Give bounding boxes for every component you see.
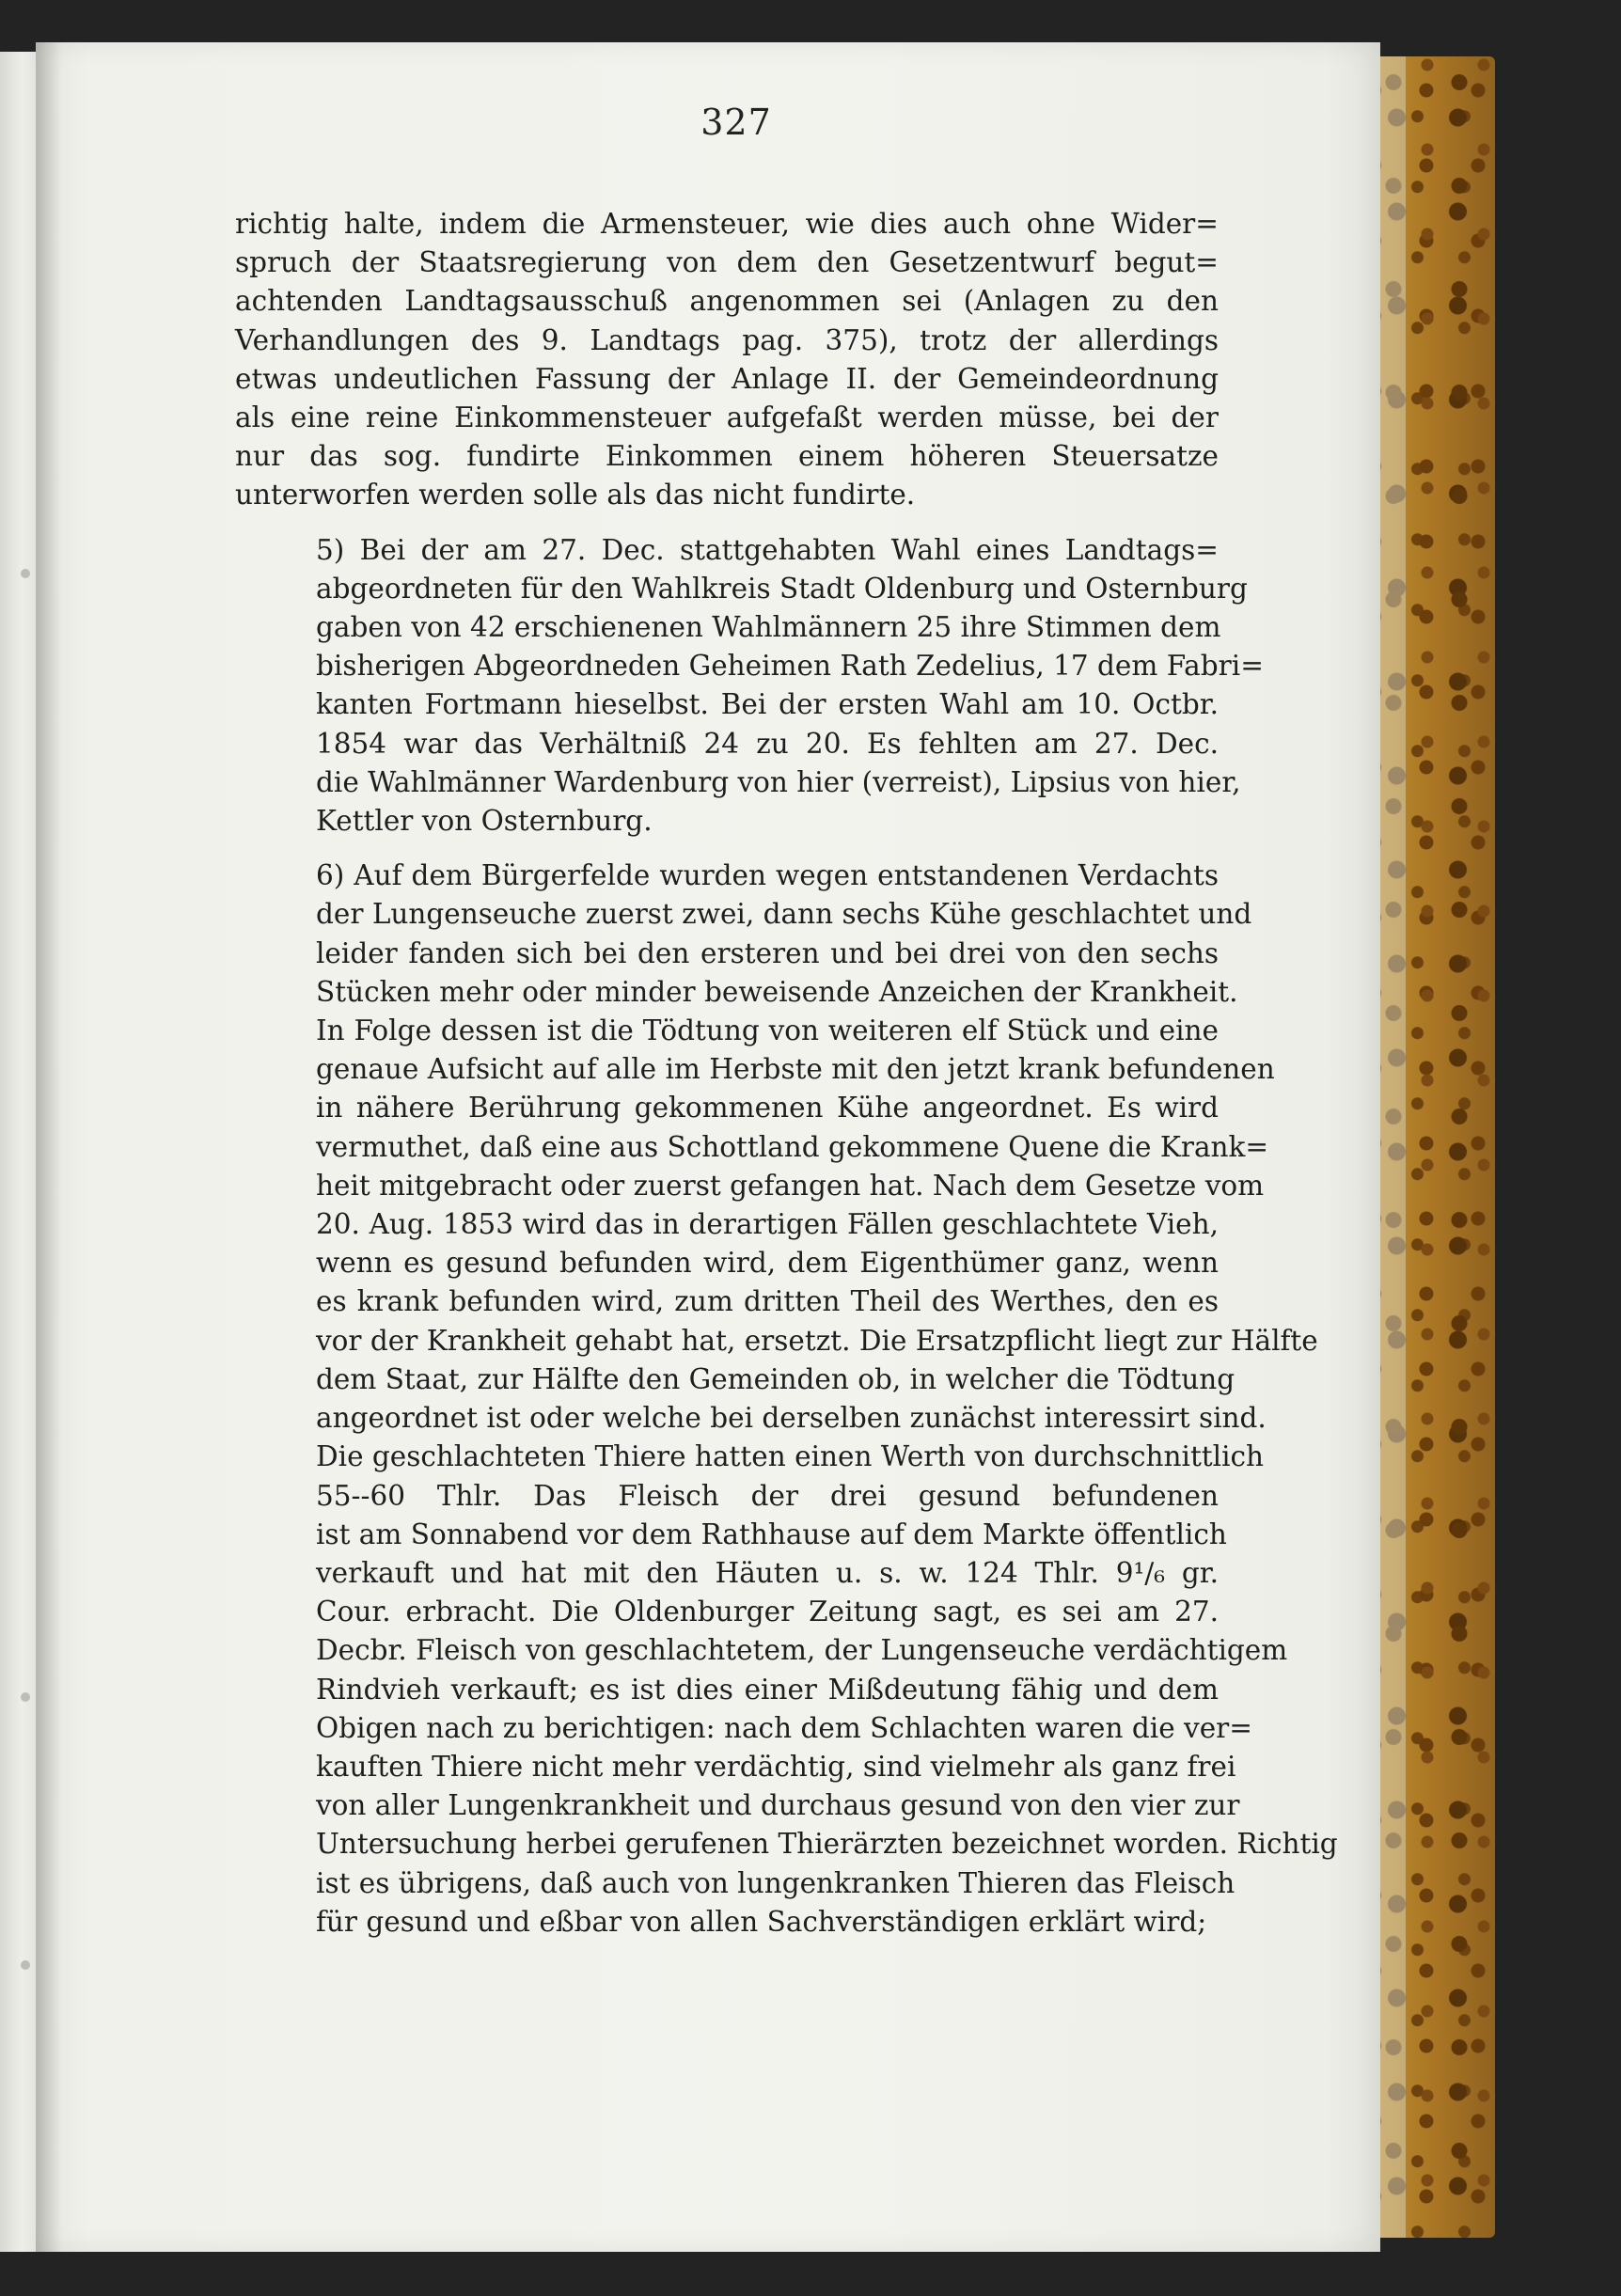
text-line: vermuthet, daß eine aus Schottland gekommene Quene die Krank= <box>316 1130 1269 1163</box>
binding-hole <box>21 1960 30 1970</box>
text-line: von aller Lungenkrankheit und durchaus gesund von den vier zur <box>316 1789 1240 1822</box>
text-line: bisherigen Abgeordneden Geheimen Rath Zedelius, 17 dem Fabri= <box>316 650 1264 683</box>
text-line: Verhandlungen des 9. Landtags pag. 375), trotz der allerdings <box>235 323 1219 356</box>
page-body <box>235 205 1338 1958</box>
paragraph-continuation <box>235 205 1219 515</box>
text-line: die Wahlmänner Wardenburg von hier (verreist), Lipsius von hier, <box>316 765 1241 798</box>
binding-hole <box>21 569 30 578</box>
text-line: etwas undeutlichen Fassung der Anlage II. der Gemeindeordnung <box>235 362 1219 395</box>
text-line: ist es übrigens, daß auch von lungenkranken Thieren das Fleisch <box>316 1866 1235 1899</box>
text-line: wenn es gesund befunden wird, dem Eigenthümer ganz, wenn <box>316 1247 1219 1280</box>
text-line: In Folge dessen ist die Tödtung von weiteren elf Stück und eine <box>316 1014 1219 1047</box>
text-line: als eine reine Einkommensteuer aufgefaßt werden müsse, bei der <box>235 401 1219 434</box>
text-line: richtig halte, indem die Armensteuer, wie dies auch ohne Wider= <box>235 208 1219 240</box>
binding-hole <box>21 1692 30 1702</box>
left-page-fragment <box>0 52 36 2252</box>
text-line: Decbr. Fleisch von geschlachtetem, der Lungenseuche verdächtigem <box>316 1634 1288 1667</box>
text-line: kanten Fortmann hieselbst. Bei der ersten Wahl am 10. Octbr. <box>316 688 1219 721</box>
text-line: achtenden Landtagsausschuß angenommen sei (Anlagen zu den <box>235 285 1219 318</box>
text-line: Untersuchung herbei gerufenen Thierärzten bezeichnet worden. Richtig <box>316 1828 1338 1861</box>
text-line: 6) Auf dem Bürgerfelde wurden wegen entstandenen Verdachts <box>316 859 1219 892</box>
text-line: 1854 war das Verhältniß 24 zu 20. Es fehlten am 27. Dec. <box>316 727 1219 760</box>
text-line: ist am Sonnabend vor dem Rathhause auf dem Markte öffentlich <box>316 1518 1227 1550</box>
text-line: verkauft und hat mit den Häuten u. s. w. 124 Thlr. 9¹/₆ gr. <box>316 1556 1219 1589</box>
page-number: 327 <box>700 102 772 143</box>
text-line: angeordnet ist oder welche bei derselben zunächst interessirt sind. <box>316 1402 1267 1435</box>
text-line: Obigen nach zu berichtigen: nach dem Schlachten waren die ver= <box>316 1711 1252 1744</box>
text-line: der Lungenseuche zuerst zwei, dann sechs Kühe geschlachtet und <box>316 898 1252 931</box>
text-line: 5) Bei der am 27. Dec. stattgehabten Wahl eines Landtags= <box>316 533 1219 566</box>
text-line: Rindvieh verkauft; es ist dies einer Mißdeutung fähig und dem <box>316 1673 1219 1706</box>
text-line: Cour. erbracht. Die Oldenburger Zeitung sagt, es sei am 27. <box>316 1596 1219 1628</box>
text-line: Stücken mehr oder minder beweisende Anzeichen der Krankheit. <box>316 975 1238 1008</box>
text-line: nur das sog. fundirte Einkommen einem höheren Steuersatze <box>235 440 1219 473</box>
text-line: unterworfen werden solle als das nicht fundirte. <box>235 479 916 511</box>
text-line: vor der Krankheit gehabt hat, ersetzt. Die Ersatzpflicht liegt zur Hälfte <box>316 1324 1318 1357</box>
gutter-shadow <box>36 42 62 2252</box>
text-line: leider fanden sich bei den ersteren und bei drei von den sechs <box>316 936 1219 969</box>
text-line: Die geschlachteten Thiere hatten einen Werth von durchschnittlich <box>316 1440 1265 1473</box>
text-line: kauften Thiere nicht mehr verdächtig, sind vielmehr als ganz frei <box>316 1750 1236 1783</box>
text-line: in nähere Berührung gekommenen Kühe angeordnet. Es wird <box>316 1092 1219 1124</box>
text-line: 20. Aug. 1853 wird das in derartigen Fällen geschlachtete Vieh, <box>316 1208 1219 1241</box>
text-line: spruch der Staatsregierung von dem den Gesetzentwurf begut= <box>235 246 1219 279</box>
text-line: 55--60 Thlr. Das Fleisch der drei gesund befundenen <box>316 1479 1219 1512</box>
text-line: es krank befunden wird, zum dritten Theil des Werthes, den es <box>316 1285 1219 1318</box>
text-line: dem Staat, zur Hälfte den Gemeinden ob, in welcher die Tödtung <box>316 1362 1235 1395</box>
text-line: gaben von 42 erschienenen Wahlmännern 25 ihre Stimmen dem <box>316 611 1221 644</box>
paragraph-5-election <box>235 531 1264 841</box>
text-line: abgeordneten für den Wahlkreis Stadt Oldenburg und Osternburg <box>316 572 1248 605</box>
text-line: heit mitgebracht oder zuerst gefangen hat. Nach dem Gesetze vom <box>316 1169 1265 1202</box>
page-edges <box>1377 56 1406 2238</box>
text-line: Kettler von Osternburg. <box>316 805 653 838</box>
paragraph-6-lung-disease <box>235 857 1338 1942</box>
text-line: genaue Aufsicht auf alle im Herbste mit den jetzt krank befundenen <box>316 1053 1275 1086</box>
text-line: für gesund und eßbar von allen Sachverständigen erklärt wird; <box>316 1905 1207 1938</box>
